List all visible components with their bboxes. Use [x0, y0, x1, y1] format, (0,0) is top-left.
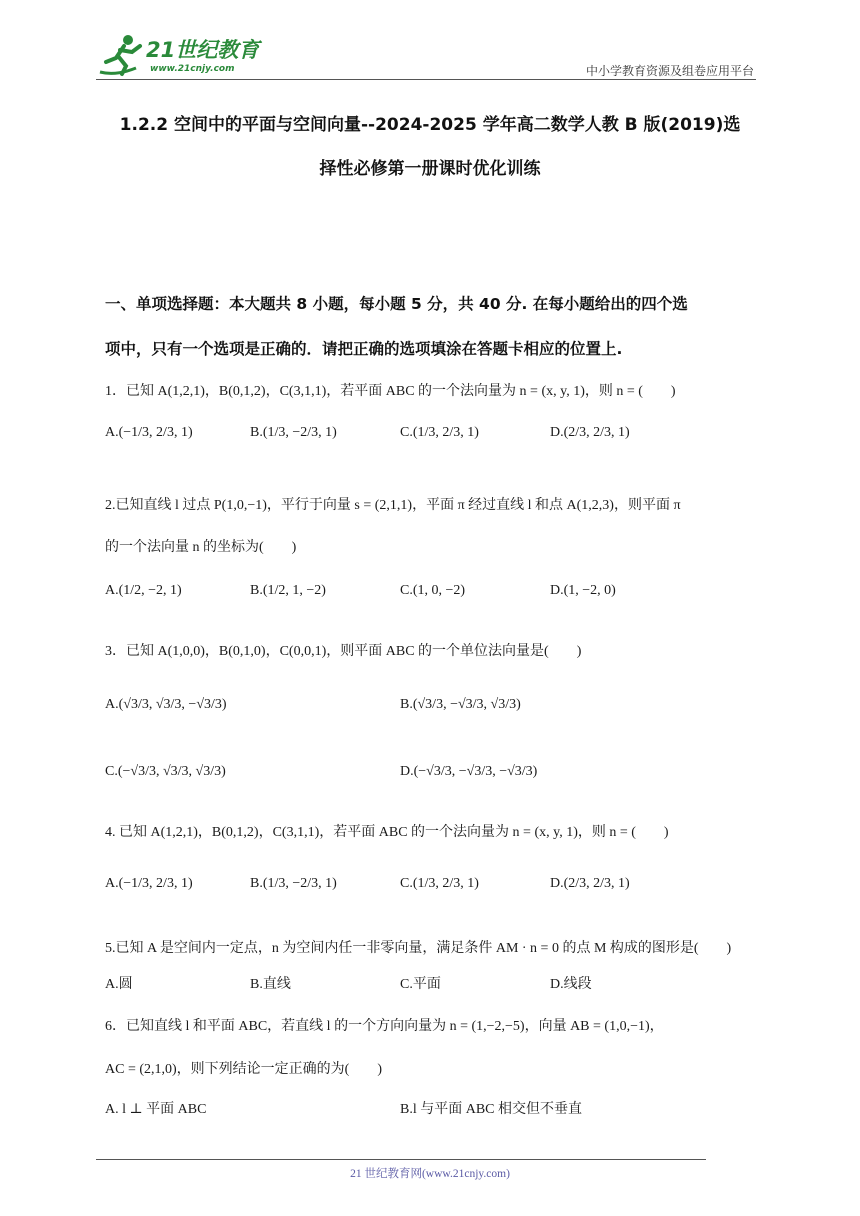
question-2-option-c[interactable]: C.(1, 0, −2) — [400, 583, 466, 598]
brand-name: 21世纪教育 — [146, 38, 260, 62]
question-6-option-b[interactable]: B.l 与平面 ABC 相交但不垂直 — [400, 1102, 583, 1117]
question-4-option-c[interactable]: C.(1/3, 2/3, 1) — [400, 876, 479, 891]
question-4-stem: 4. 已知 A(1,2,1)，B(0,1,2)，C(3,1,1)，若平面 ABC 的一个法向量为 n = (x, y, 1)，则 n = ( ) — [105, 825, 669, 840]
question-3-stem: 3．已知 A(1,0,0)，B(0,1,0)，C(0,0,1)，则平面 ABC 的一个单位法向量是( ) — [105, 644, 582, 659]
question-5-option-b[interactable]: B.直线 — [250, 977, 291, 992]
document-title-line2: 择性必修第一册课时优化训练 — [319, 159, 541, 179]
header-divider — [96, 79, 756, 80]
question-6-option-a[interactable]: A. l ⊥ 平面 ABC — [105, 1102, 207, 1117]
question-2-stem-line2: 的一个法向量 n 的坐标为( ) — [105, 540, 297, 555]
question-3-option-d[interactable]: D.(−√3/3, −√3/3, −√3/3) — [400, 764, 538, 779]
question-1-option-b[interactable]: B.(1/3, −2/3, 1) — [250, 425, 337, 440]
question-4-option-a[interactable]: A.(−1/3, 2/3, 1) — [105, 876, 193, 891]
footer-text: 21 世纪教育网(www.21cnjy.com) — [350, 1168, 510, 1180]
question-2-option-b[interactable]: B.(1/2, 1, −2) — [250, 583, 326, 598]
question-5-option-d[interactable]: D.线段 — [550, 977, 592, 992]
question-4-option-d[interactable]: D.(2/3, 2/3, 1) — [550, 876, 630, 891]
question-6-stem-line2: AC = (2,1,0)，则下列结论一定正确的为( ) — [105, 1062, 382, 1077]
document-title-line1: 1.2.2 空间中的平面与空间向量--2024-2025 学年高二数学人教 B 版(2019)选 — [119, 115, 741, 135]
footer-divider — [96, 1159, 706, 1160]
question-3-option-a[interactable]: A.(√3/3, √3/3, −√3/3) — [105, 697, 227, 712]
question-1-option-d[interactable]: D.(2/3, 2/3, 1) — [550, 425, 630, 440]
question-1-option-c[interactable]: C.(1/3, 2/3, 1) — [400, 425, 479, 440]
question-4-option-b[interactable]: B.(1/3, −2/3, 1) — [250, 876, 337, 891]
question-2-option-a[interactable]: A.(1/2, −2, 1) — [105, 583, 182, 598]
question-3-option-c[interactable]: C.(−√3/3, √3/3, √3/3) — [105, 764, 226, 779]
question-5-option-a[interactable]: A.圆 — [105, 977, 133, 992]
section-heading-line1: 一、单项选择题：本大题共 8 小题，每小题 5 分，共 40 分. 在每小题给出的四个选 — [105, 295, 688, 313]
section-heading-line2: 项中，只有一个选项是正确的．请把正确的选项填涂在答题卡相应的位置上. — [105, 340, 623, 358]
question-5-stem: 5.已知 A 是空间内一定点，n 为空间内任一非零向量，满足条件 AM · n = 0 的点 M 构成的图形是( ) — [105, 941, 732, 956]
question-1-stem: 1．已知 A(1,2,1)，B(0,1,2)，C(3,1,1)，若平面 ABC 的一个法向量为 n = (x, y, 1)，则 n = ( ) — [105, 384, 676, 399]
question-3-option-b[interactable]: B.(√3/3, −√3/3, √3/3) — [400, 697, 521, 712]
question-1-option-a[interactable]: A.(−1/3, 2/3, 1) — [105, 425, 193, 440]
question-2-stem-line1: 2.已知直线 l 过点 P(1,0,−1)，平行于向量 s = (2,1,1)，平面 π 经过直线 l 和点 A(1,2,3)，则平面 π — [105, 498, 681, 513]
header-tagline: 中小学教育资源及组卷应用平台 — [585, 64, 754, 78]
question-6-stem-line1: 6．已知直线 l 和平面 ABC，若直线 l 的一个方向向量为 n = (1,−2,−5)，向量 AB = (1,0,−1)， — [105, 1019, 664, 1034]
brand-url: www.21cnjy.com — [150, 64, 235, 74]
question-5-option-c[interactable]: C.平面 — [400, 977, 441, 992]
question-2-option-d[interactable]: D.(1, −2, 0) — [550, 583, 616, 598]
